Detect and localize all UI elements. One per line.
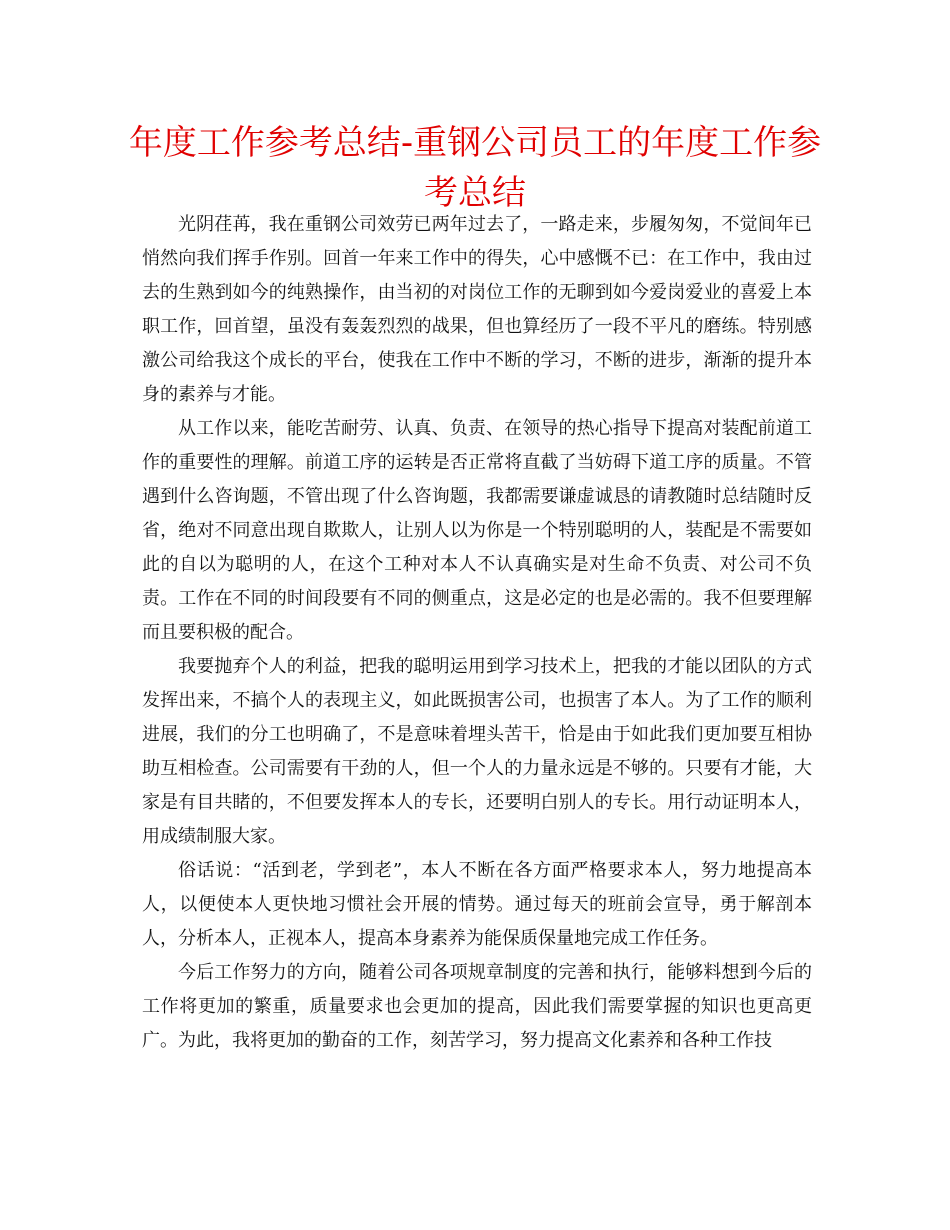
paragraph-2: 从工作以来，能吃苦耐劳、认真、负责、在领导的热心指导下提高对装配前道工作的重要性的理解。前道工序的运转是否正常将直截了当妨碍下道工序的质量。不管遇到什么咨询题，不管出现了什么咨询题，我都需要谦虚诚恳的请教随时总结随时反省，绝对不同意出现自欺欺人，让别人以为你是一个特别聪明的人，装配是不需要如此的自以为聪明的人，在这个工种对本人不认真确实是对生命不负责、对公司不负责。工作在不同的时间段要有不同的侧重点，这是必定的也是必需的。我不但要理解而且要积极的配合。	[142, 418, 812, 643]
paragraph-4: 俗话说：“活到老，学到老”，本人不断在各方面严格要求本人，努力地提高本人，以便使本人更快地习惯社会开展的情势。通过每天的班前会宣导，勇于解剖本人，分析本人，正视本人，提高本身素养为能保质保量地完成工作任务。	[142, 860, 812, 949]
paragraph-5: 今后工作努力的方向，随着公司各项规章制度的完善和执行，能够料想到今后的工作将更加的繁重，质量要求也会更加的提高，因此我们需要掌握的知识也更高更广。为此，我将更加的勤奋的工作，刻苦学习，努力提高文化素养和各种工作技	[142, 962, 812, 1051]
paragraph-1: 光阴荏苒，我在重钢公司效劳已两年过去了，一路走来，步履匆匆，不觉间年已悄然向我们挥手作别。回首一年来工作中的得失，心中感慨不已：在工作中，我由过去的生熟到如今的纯熟操作，由当初的对岗位工作的无聊到如今爱岗爱业的喜爱上本职工作，回首望，虽没有轰轰烈烈的战果，但也算经历了一段不平凡的磨练。特别感激公司给我这个成长的平台，使我在工作中不断的学习，不断的进步，渐渐的提升本身的素养与才能。	[142, 214, 812, 405]
paragraph-3: 我要抛弃个人的利益，把我的聪明运用到学习技术上，把我的才能以团队的方式发挥出来，不搞个人的表现主义，如此既损害公司，也损害了本人。为了工作的顺利进展，我们的分工也明确了，不是意味着埋头苦干，恰是由于如此我们更加要互相协助互相检查。公司需要有干劲的人，但一个人的力量永远是不够的。只要有才能，大家是有目共睹的，不但要发挥本人的专长，还要明白别人的专长。用行动证明本人，用成绩制服大家。	[142, 656, 812, 847]
document-title: 年度工作参考总结-重钢公司员工的年度工作参考总结	[128, 123, 822, 213]
document-body	[142, 208, 812, 1058]
